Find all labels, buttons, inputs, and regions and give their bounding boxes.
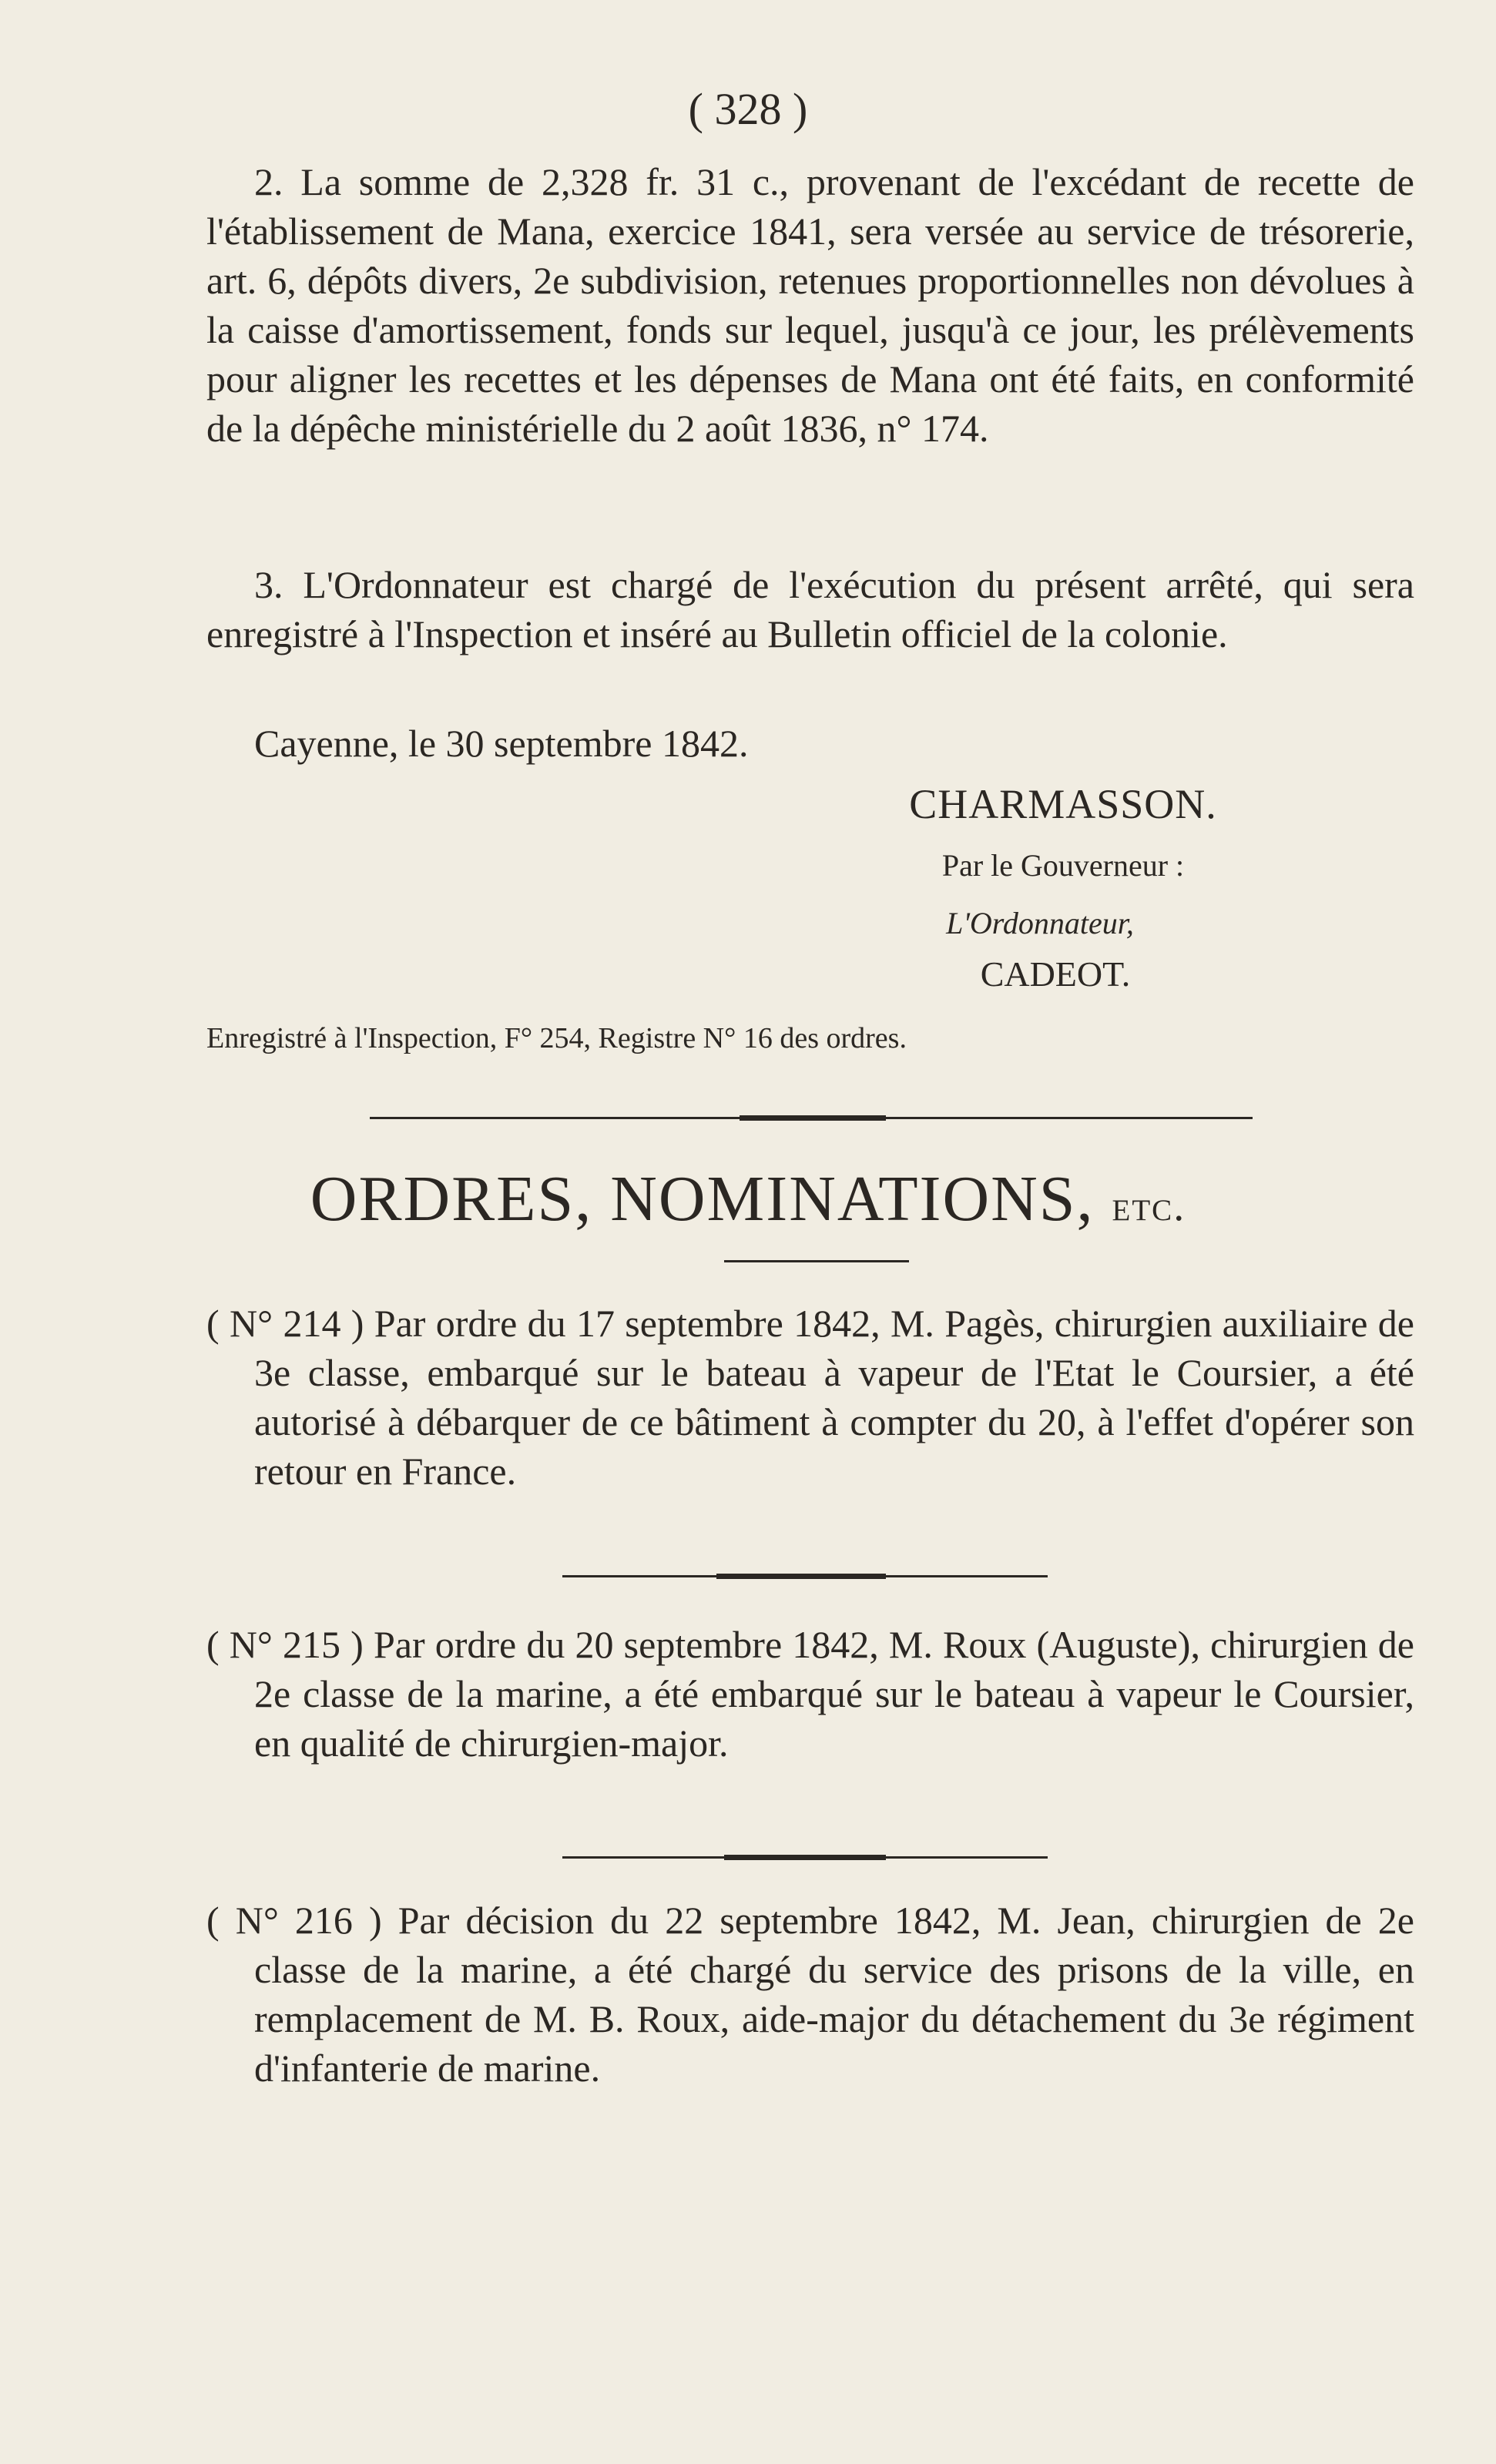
divider-rule-ornament [724,1855,886,1860]
signature-role: L'Ordonnateur, [946,906,1134,940]
date-line: Cayenne, le 30 septembre 1842. [254,722,749,765]
order-item-214: ( N° 214 ) Par ordre du 17 septembre 1842, M. Pagès, chirurgien auxiliaire de 3e classe, embarqué sur le bateau à vapeur de l'Etat le Coursier, a été autorisé à débarquer de ce bâtiment à compter du 20, à l'effet d'opérer son retour en France. [206,1302,1414,1493]
section-title-etc: etc. [1112,1182,1186,1230]
page-number: ( 328 ) [688,84,808,134]
section-title-text: ORDRES, NOMINATIONS, [310,1163,1095,1235]
signature-governor: CHARMASSON. [909,781,1217,827]
divider-rule-ornament [716,1574,886,1579]
divider-rule [724,1260,909,1262]
order-item-216: ( N° 216 ) Par décision du 22 septembre 1842, M. Jean, chirurgien de 2e classe de la marine, a été chargé du service des prisons de la ville, en remplacement de M. B. Roux, aide-major du détachement du 3e régiment d'infanterie de marine. [206,1899,1414,2090]
signature-ordonnateur: CADEOT. [980,954,1131,994]
divider-rule-ornament [740,1115,886,1121]
signature-par-le-gouverneur: Par le Gouverneur : [941,848,1185,883]
paragraph-article-3: 3. L'Ordonnateur est chargé de l'exécution du présent arrêté, qui sera enregistré à l'Inspection et inséré au Bulletin officiel de la colonie. [206,563,1414,655]
paragraph-article-2: 2. La somme de 2,328 fr. 31 c., provenant de l'excédant de recette de l'établissement de Mana, exercice 1841, sera versée au service de trésorerie, art. 6, dépôts divers, 2e subdivision, retenues proportionnelles non dévolues à la caisse d'amortissement, fonds sur lequel, jusqu'à ce jour, les prélèvements pour aligner les recettes et les dépenses de Mana ont été faits, en conformité de la dépêche ministérielle du 2 août 1836, n° 174. [206,160,1414,450]
section-title [0,1162,1496,1236]
registration-note: Enregistré à l'Inspection, F° 254, Registre N° 16 des ordres. [206,1022,907,1054]
order-item-215: ( N° 215 ) Par ordre du 20 septembre 1842, M. Roux (Auguste), chirurgien de 2e classe de la marine, a été embarqué sur le bateau à vapeur le Coursier, en qualité de chirurgien-major. [206,1623,1414,1765]
